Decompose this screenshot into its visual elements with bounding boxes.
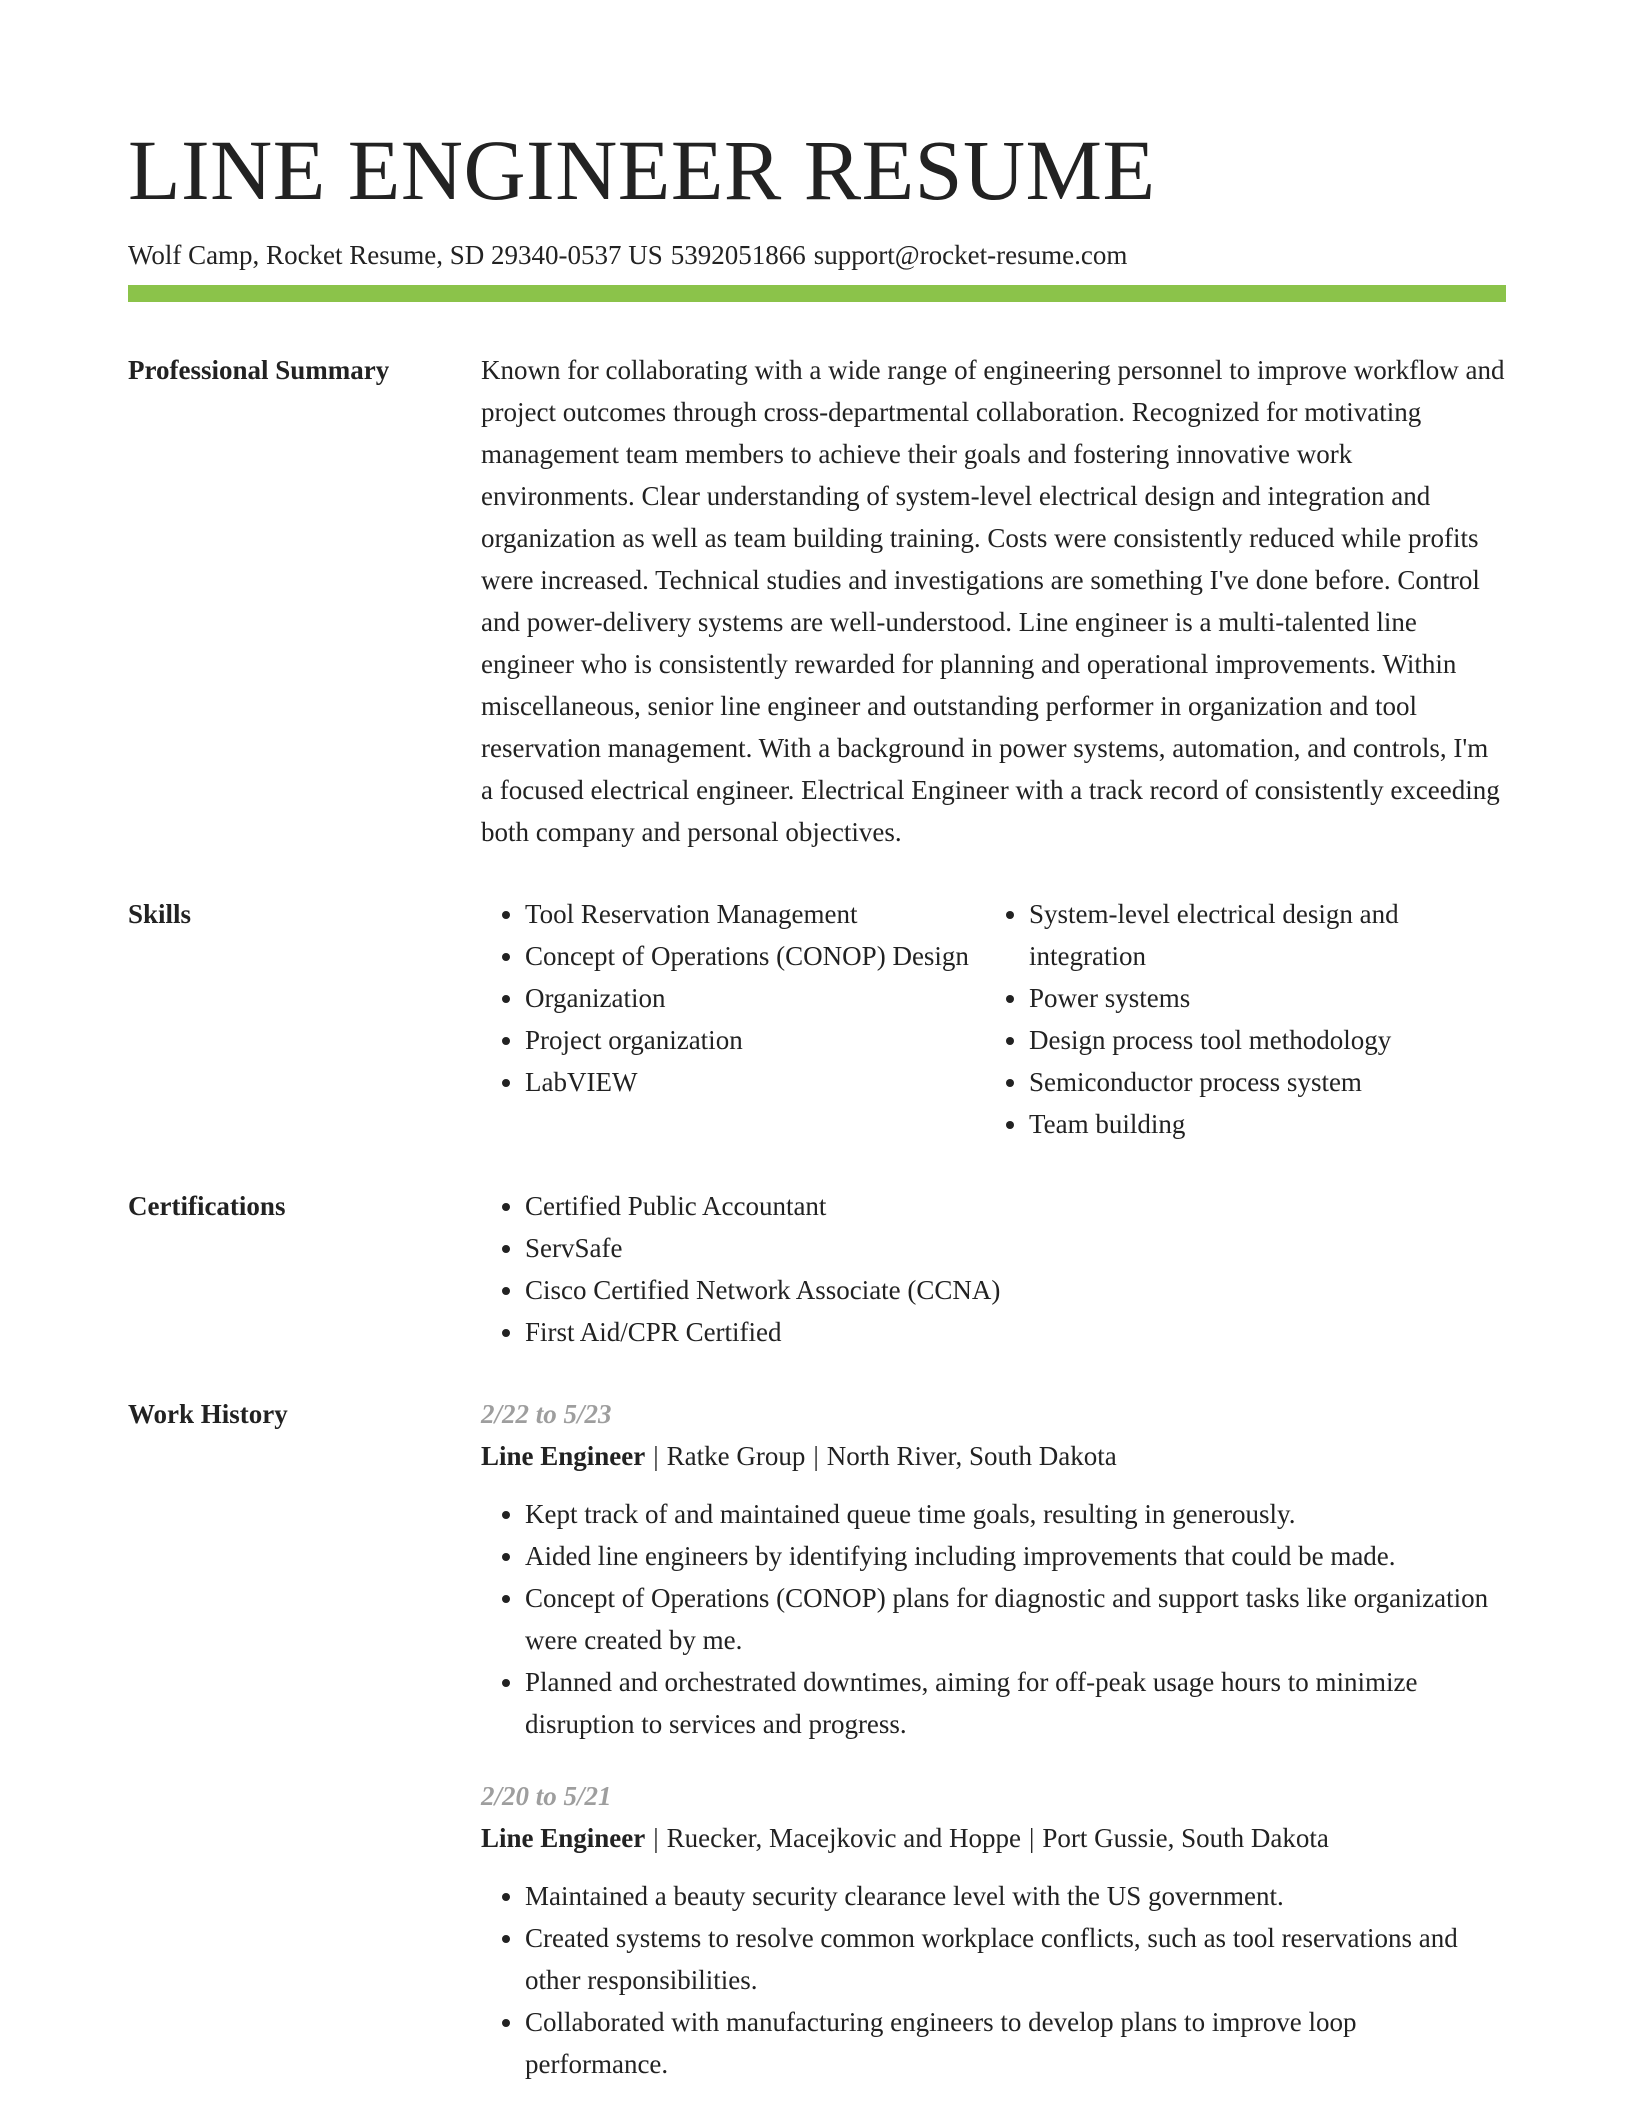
job-bullet: • Concept of Operations (CONOP) plans for diagnostic and support tasks like organization were created by me.	[525, 1577, 1506, 1661]
job-title: Line Engineer	[481, 1441, 646, 1471]
job-company: Ratke Group	[666, 1441, 806, 1471]
job-location: North River, South Dakota	[826, 1441, 1117, 1471]
job-bullet: • Created systems to resolve common workplace conflicts, such as tool reservations and other responsibilities.	[525, 1917, 1506, 2001]
accent-divider	[128, 285, 1506, 302]
job-dates: 2/20 to 5/21	[481, 1781, 612, 1811]
contact-email: support@rocket-resume.com	[813, 240, 1128, 270]
skills-section	[128, 893, 1506, 1145]
skills-list-right	[985, 893, 1506, 1145]
job-bullet: • Collaborated with manufacturing engineers to develop plans to improve loop performance.	[525, 2001, 1506, 2085]
certifications-label: Certifications	[128, 1191, 286, 1221]
job-bullet: • Maintained a beauty security clearance level with the US government.	[525, 1875, 1506, 1917]
skill-item: • Team building	[1029, 1103, 1506, 1145]
certification-item: • Certified Public Accountant	[525, 1185, 1506, 1227]
job-company: Ruecker, Macejkovic and Hoppe	[666, 1823, 1021, 1853]
certifications-list	[481, 1185, 1506, 1353]
contact-address: Wolf Camp, Rocket Resume, SD 29340-0537 US	[128, 240, 663, 270]
job-entry	[481, 1775, 1506, 2085]
certifications-section	[128, 1185, 1506, 1353]
skills-label: Skills	[128, 899, 192, 929]
work-history-section	[128, 1393, 1506, 2112]
job-bullet: • Aided line engineers by identifying including improvements that could be made.	[525, 1535, 1506, 1577]
job-bullets	[481, 1875, 1506, 2085]
skill-item: • Project organization	[525, 1019, 985, 1061]
skill-item: • Tool Reservation Management	[525, 893, 985, 935]
job-bullet: • Kept track of and maintained queue time goals, resulting in generously.	[525, 1493, 1506, 1535]
job-bullet: • Planned and orchestrated downtimes, aiming for off-peak usage hours to minimize disruption to services and progress.	[525, 1661, 1506, 1745]
resume-header	[128, 118, 1506, 272]
job-location: Port Gussie, South Dakota	[1042, 1823, 1329, 1853]
resume-content	[128, 349, 1506, 2112]
job-heading: Line Engineer | Ratke Group | North River, South Dakota	[481, 1441, 1117, 1471]
certification-item: • ServSafe	[525, 1227, 1506, 1269]
summary-label: Professional Summary	[128, 355, 390, 385]
summary-section	[128, 349, 1506, 853]
skill-item: • Design process tool methodology	[1029, 1019, 1506, 1061]
contact-phone: 5392051866	[670, 240, 806, 270]
skill-item: • Organization	[525, 977, 985, 1019]
certification-item: • Cisco Certified Network Associate (CCNA)	[525, 1269, 1506, 1311]
skill-item: • System-level electrical design and integration	[1029, 893, 1506, 977]
summary-text: Known for collaborating with a wide range of engineering personnel to improve workflow and project outcomes through cross-departmental collaboration. Recognized for motivating management team members to achieve their goals and fostering innovative work environments. Clear understanding of system-level electrical design and integration and organization as well as team building training. Costs were consistently reduced while profits were increased. Technical studies and investigations are something I've done before. Control and power-delivery systems are well-understood. Line engineer is a multi-talented line engineer who is consistently rewarded for planning and operational improvements. Within miscellaneous, senior line engineer and outstanding performer in organization and tool reservation management. With a background in power systems, automation, and controls, I'm a focused electrical engineer. Electrical Engineer with a track record of consistently exceeding both company and personal objectives.	[481, 355, 1505, 847]
contact-line	[128, 238, 1506, 272]
job-dates: 2/22 to 5/23	[481, 1399, 612, 1429]
work-history-label: Work History	[128, 1399, 288, 1429]
skills-list-left	[481, 893, 985, 1145]
certification-item: • First Aid/CPR Certified	[525, 1311, 1506, 1353]
skill-item: • LabVIEW	[525, 1061, 985, 1103]
skill-item: • Power systems	[1029, 977, 1506, 1019]
resume-title: LINE ENGINEER RESUME	[128, 122, 1156, 218]
job-entry	[481, 1393, 1506, 1745]
job-bullets	[481, 1493, 1506, 1745]
job-heading: Line Engineer | Ruecker, Macejkovic and Hoppe | Port Gussie, South Dakota	[481, 1823, 1329, 1853]
skill-item: • Concept of Operations (CONOP) Design	[525, 935, 985, 977]
job-title: Line Engineer	[481, 1823, 646, 1853]
skill-item: • Semiconductor process system	[1029, 1061, 1506, 1103]
